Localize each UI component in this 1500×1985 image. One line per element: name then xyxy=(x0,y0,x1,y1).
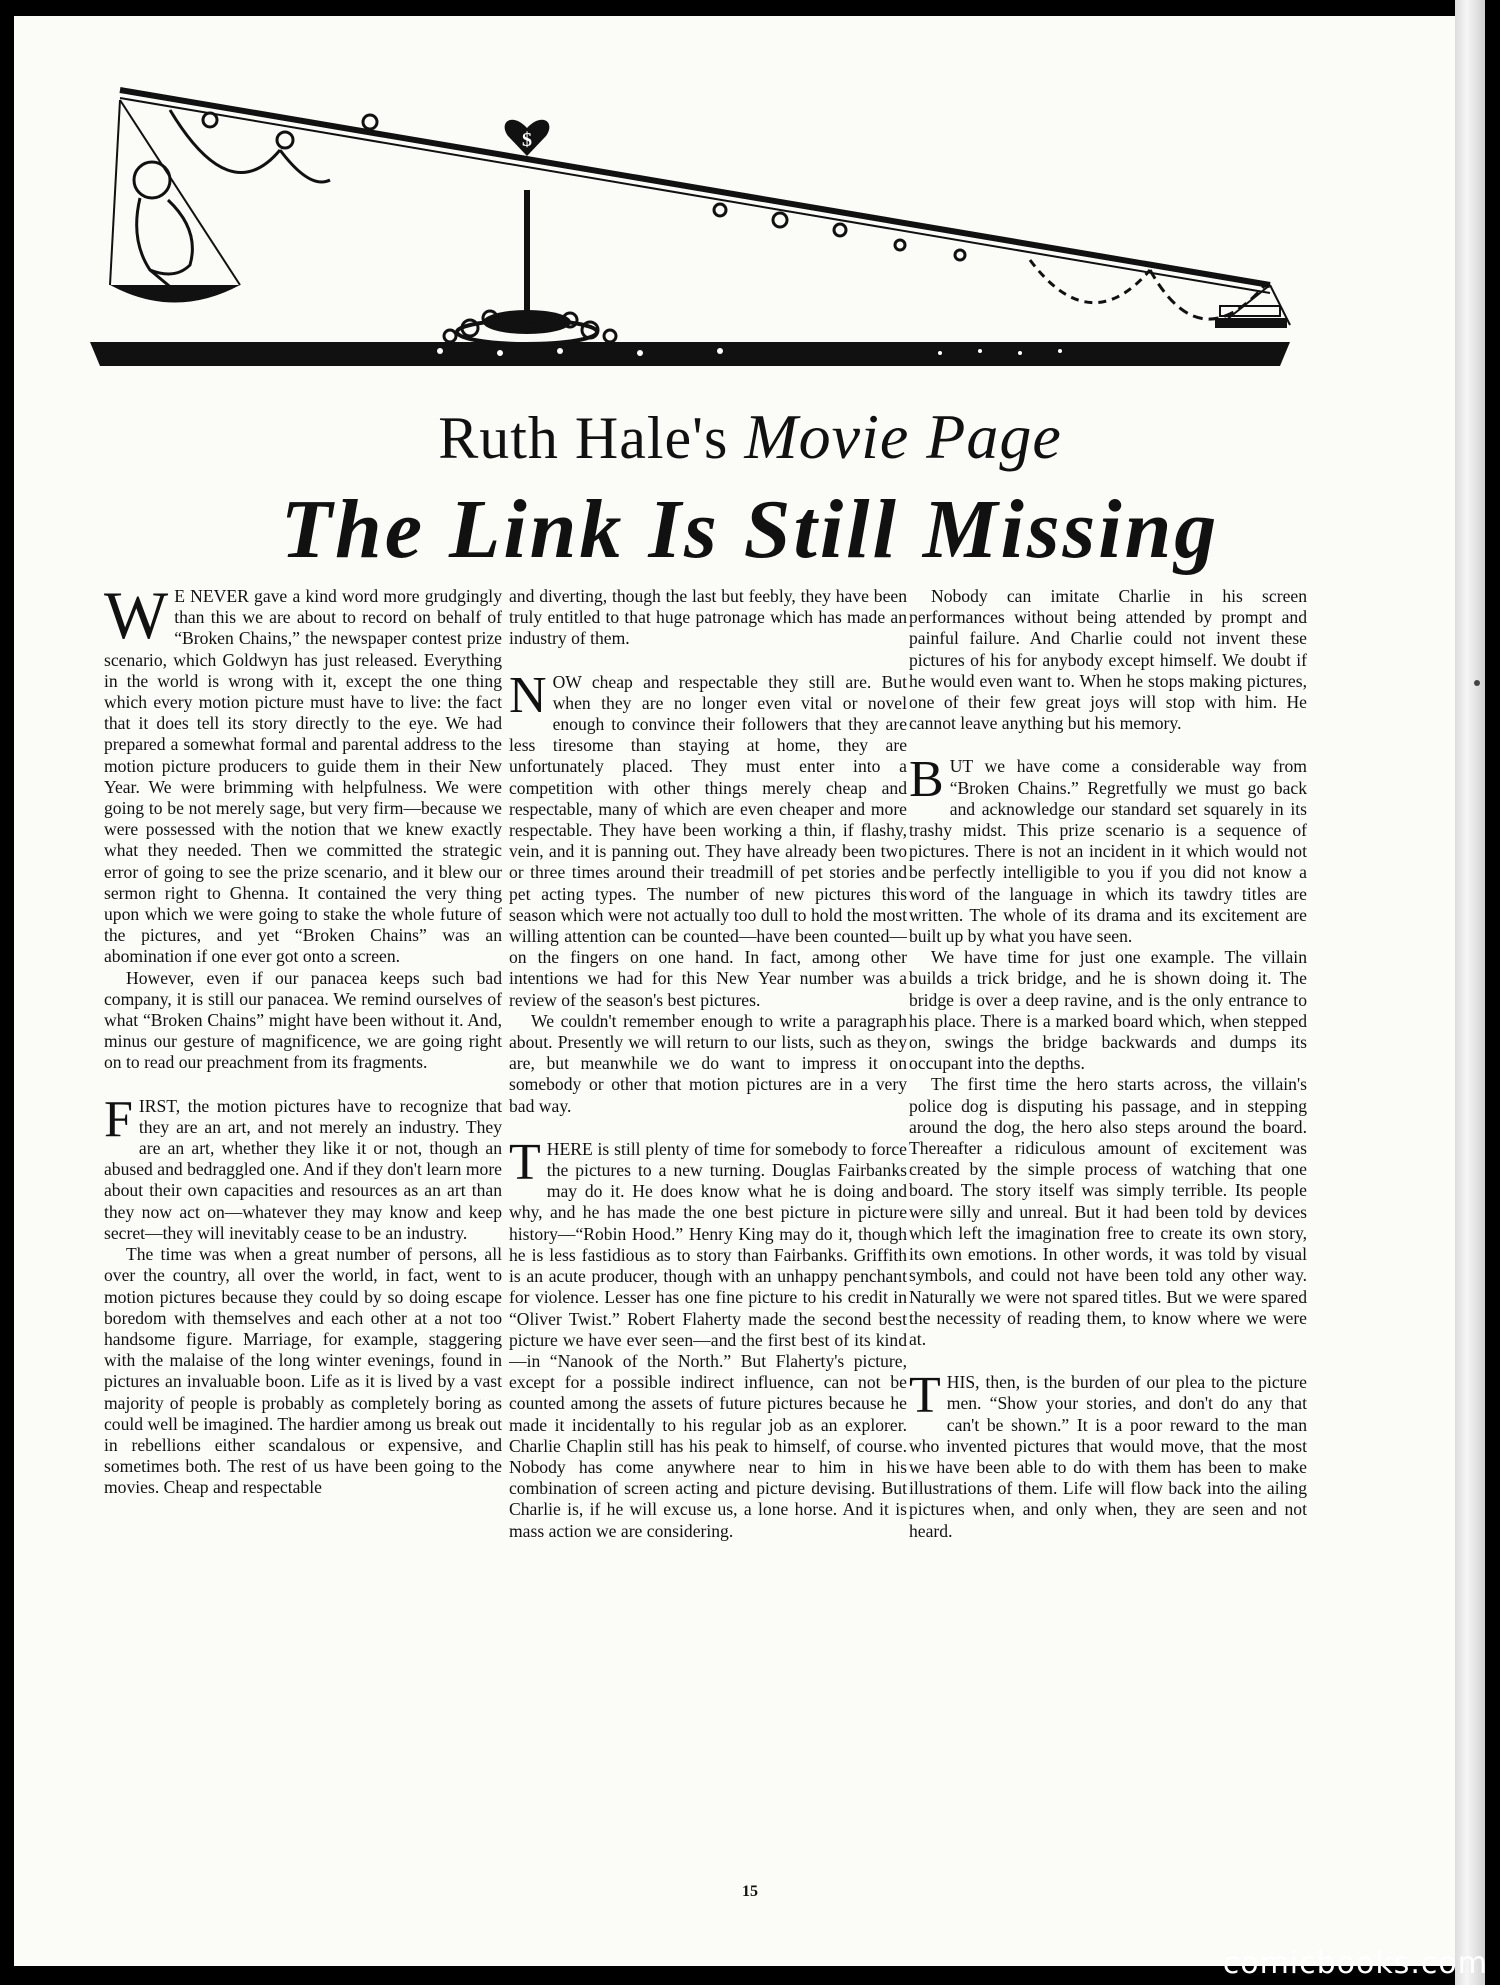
article-headline: The Link Is Still Missing xyxy=(280,483,1220,576)
paragraph: Nobody can imitate Charlie in his screen performances without being attended by prompt and painful failure. And Charlie could not invent these pictures of his for anybody except himself. We doubt if he would even want to. When he stops making pictures, one of their few great joys will stop with him. He cannot leave anything but his memory. xyxy=(909,586,1307,734)
drop-cap: T xyxy=(509,1133,541,1191)
paragraph: The first time the hero starts across, the villain's police dog is disputing his passage, and in stepping around the dog, the hero also steps around the board. Thereafter a ridiculous amount of excitement was created by the simple process of watching that one board. The story itself was simply terrible. Its people were silly and unreal. But it had been told by devices which left the imagination free to create its own story, its own emotions. In other words, it was told by visual symbols, and could not have been told any other way. Naturally we were not spared titles. But we were spared the necessity of reading them, to know where we were at. xyxy=(909,1074,1307,1349)
page-gutter xyxy=(1455,0,1485,1985)
page-title xyxy=(0,402,1500,473)
paragraph: NOW cheap and respectable they still are. But when they are no longer even vital or novel enough to convince their followers that they are less tiresome than staying at home, they are unfortunately placed. They must enter into a competition with other things merely cheap and respectable, many of which are even cheaper and more respectable. They have been working a thin, if flashy, vein, and it is panning out. They have already been two or three times around their treadmill of pet stories and pet acting types. The number of new pictures this season which were not actually too dull to hold the most willing attention can be counted—have been counted—on the fingers on one hand. In fact, among other intentions we had for this New Year number was a review of the season's best pictures. xyxy=(509,666,907,1010)
article-column-1 xyxy=(104,586,502,1876)
article-column-3 xyxy=(909,586,1307,1876)
page-title-italic: Movie Page xyxy=(744,401,1062,472)
drop-cap: T xyxy=(909,1367,941,1425)
drop-cap: N xyxy=(509,666,547,724)
paragraph: FIRST, the motion pictures have to recognize that they are an art, and not merely an industry. They are an art, whether they like it or not, though an abused and bedraggled one. And if they don't learn more about their own capacities and resources as an art than they now act on—whatever they may know and keep secret—they will inevitably cease to be an industry. xyxy=(104,1090,502,1243)
paragraph: BUT we have come a considerable way from “Broken Chains.” Regretfully we must go back and acknowledge our standard set squarely in its trashy midst. This prize scenario is a sequence of pictures. There is not an incident in it which would not be perfectly intelligible to you if you did not know a word of the language in which its tawdry titles are written. The whole of its drama and its excitement are built up by what you have seen. xyxy=(909,751,1307,947)
page-title-prefix: Ruth Hale's xyxy=(438,405,729,471)
drop-cap: F xyxy=(104,1090,133,1148)
article-column-2 xyxy=(509,586,907,1876)
paragraph: THERE is still plenty of time for somebody to force the pictures to a new turning. Douglas Fairbanks may do it. He does know what he is doing and why, and he has made the one best picture in picture history—“Robin Hood.” Henry King may do it, though he is less fastidious as to story than Fairbanks. Griffith is an acute producer, though with an unhappy penchant for violence. Lesser has one fine picture to his credit in “Oliver Twist.” Robert Flaherty made the second best picture we have ever seen—and the first best of its kind—in “Nanook of the North.” But Flaherty's picture, except for a possible indirect influence, can not be counted among the assets of future pictures because he made it incidentally to his regular job as an explorer. Charlie Chaplin still has his peak to himself, of course. Nobody has come anywhere near to him in his combination of screen acting and picture devising. But Charlie is, if he will excuse us, a lone horse. And it is mass action we are considering. xyxy=(509,1133,907,1541)
page-number: 15 xyxy=(742,1883,758,1900)
watermark: comicbooks.com xyxy=(1222,1946,1488,1981)
dollar-sign-label: $ xyxy=(522,129,532,151)
paragraph: The time was when a great number of persons, all over the country, all over the world, in fact, went to motion pictures because they could by so doing escape boredom with themselves and each other at a not too handsome figure. Marriage, for example, staggering with the malaise of the long winter evenings, found in pictures an invaluable boon. Life as it is lived by a vast majority of people is probably as completely boring as could well be imagined. The hardier among us break out in rebellions either scandalous or expensive, and sometimes both. The rest of us have been going to the movies. Cheap and respectable xyxy=(104,1244,502,1498)
drop-cap: B xyxy=(909,751,944,809)
scan-mark xyxy=(1474,680,1480,686)
paragraph: THIS, then, is the burden of our plea to the picture men. “Show your stories, and don't do any that can't be shown.” It is a poor reward to the man who invented pictures that would move, that the most we have been able to do with them has been to make illustrations of them. Life will flow back into the ailing pictures when, and only when, they are seen and not heard. xyxy=(909,1367,1307,1541)
drop-cap: W xyxy=(104,586,169,653)
paragraph: However, even if our panacea keeps such bad company, it is still our panacea. We remind ourselves of what “Broken Chains” might have been without it. And, minus our gesture of magnificence, we are going right on to read our preachment from its fragments. xyxy=(104,967,502,1073)
paragraph: We couldn't remember enough to write a paragraph about. Presently we will return to our lists, such as they are, but meanwhile we do want to impress it on somebody or other that motion pictures are in a very bad way. xyxy=(509,1010,907,1116)
header-illustration-scale xyxy=(80,70,1300,370)
paragraph: and diverting, though the last but feebly, they have been truly entitled to that huge patronage which has made an industry of them. xyxy=(509,586,907,649)
paragraph: W E NEVER gave a kind word more grudgingly than this we are about to record on behalf of “Broken Chains,” the newspaper contest prize scenario, which Goldwyn has just released. Everything in the world is wrong with it, except the one thing which every motion picture must have to live: the fact that it does tell its story directly to the eye. We had prepared a somewhat formal and parental address to the motion picture producers to guide them in their New Year. We were brimming with helpfulness. We were going to be not merely sage, but very firm—because we were possessed with the notion that we knew exactly what they needed. Then we committed the strategic error of going to see the prize scenario, and it blew our sermon right to Ghenna. It contained the very thing upon which we were going to stake the whole future of the pictures, and yet “Broken Chains” was an abomination if one ever got onto a screen. xyxy=(104,586,502,967)
paragraph: We have time for just one example. The villain builds a trick bridge, and he is shown doing it. The bridge is over a deep ravine, and is the only entrance to his place. There is a marked board which, when stepped on, swings the bridge backwards and dumps its occupant into the depths. xyxy=(909,947,1307,1074)
